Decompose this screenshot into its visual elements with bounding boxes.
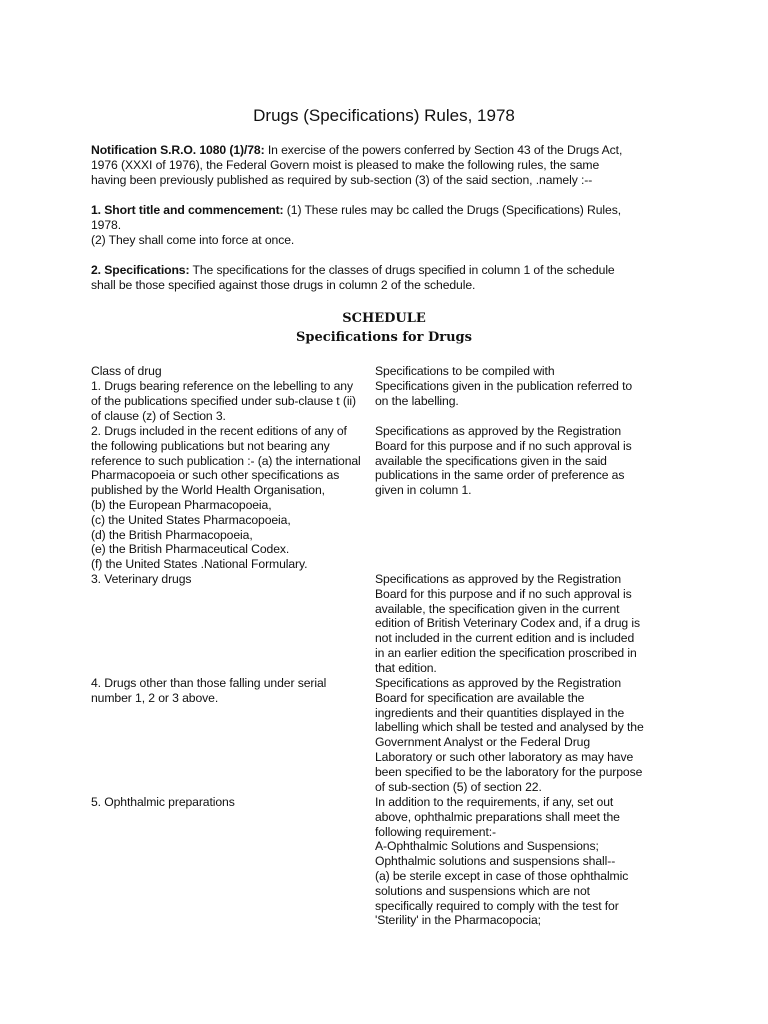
row-spec-line: Board for this purpose and if no such approval is [375, 586, 632, 601]
section1-label: 1. Short title and commencement: [91, 203, 284, 217]
row-spec-line: Specifications as approved by the Registration [375, 572, 622, 586]
row-spec-line: on the labelling. [375, 393, 459, 408]
row-spec-line: Government Analyst or the Federal Drug [375, 735, 591, 750]
row-spec-line: publications in the same order of preference as [375, 468, 625, 483]
row-class-line: (e) the British Pharmaceutical Codex. [91, 542, 290, 557]
row-class-line: (d) the British Pharmacopoeia, [91, 527, 253, 542]
row-class-line: Pharmacopoeia or such other specifications as [91, 468, 340, 483]
row-class-line: 4. Drugs other than those falling under serial [91, 676, 327, 690]
row-spec-line: Specifications given in the publication referred to [375, 379, 633, 393]
row-spec-line: Board for this purpose and if no such approval is [375, 438, 632, 453]
row-spec-line: edition of British Veterinary Codex and, if a drug is [375, 616, 641, 631]
row-spec-line: Ophthalmic solutions and suspensions shall-- [375, 854, 616, 869]
row-class-line: of clause (z) of Section 3. [91, 408, 226, 423]
notification-line: In exercise of the powers conferred by Section 43 of the Drugs Act, [264, 143, 623, 157]
row-spec-line: that edition. [375, 660, 437, 675]
section2-line: shall be those specified against those drugs in column 2 of the schedule. [91, 278, 476, 292]
row-spec-line: Specifications as approved by the Registration [375, 676, 622, 690]
row-class-line: published by the World Health Organisation, [91, 483, 325, 498]
row-spec-line: In addition to the requirements, if any, set out [375, 795, 614, 809]
section-short-title [91, 203, 671, 248]
row-spec-line: not included in the current edition and is included [375, 631, 635, 646]
row-class-line: (c) the United States Pharmacopoeia, [91, 512, 291, 527]
notification-line: 1976 (XXXI of 1976), the Federal Govern moist is pleased to make the following rules, the same [91, 158, 600, 172]
row-class-line: number 1, 2 or 3 above. [91, 690, 219, 705]
notification-line: having been previously published as required by sub-section (3) of the said section, .namely :-- [91, 173, 593, 187]
row-spec-line: above, ophthalmic preparations shall meet the [375, 809, 620, 824]
row-spec-line: solutions and suspensions which are not [375, 883, 590, 898]
section1-line: 1978. [91, 218, 121, 232]
row-spec-line: (a) be sterile except in case of those ophthalmic [375, 868, 629, 883]
row-class-line: the following publications but not bearing any [91, 438, 330, 453]
row-spec-line: ingredients and their quantities displayed in the [375, 705, 625, 720]
row-class-line: reference to such publication :- (a) the international [91, 453, 361, 468]
row-spec-line: Specifications as approved by the Registration [375, 424, 622, 438]
row-spec-line: 'Sterility' in the Pharmacopocia; [375, 913, 541, 928]
section1-line: (1) These rules may bc called the Drugs (Specifications) Rules, [283, 203, 621, 217]
row-spec-line: labelling which shall be tested and analysed by the [375, 720, 644, 735]
schedule-heading: SCHEDULE [342, 311, 426, 326]
column-header-class: Class of drug [91, 364, 162, 378]
section2-line: The specifications for the classes of drugs specified in column 1 of the schedule [189, 263, 615, 277]
document-title: Drugs (Specifications) Rules, 1978 [253, 106, 515, 125]
row-spec-line: been specified to be the laboratory for the purpose [375, 764, 643, 779]
row-spec-line: following requirement:- [375, 824, 496, 839]
row-spec-line: in an earlier edition the specification proscribed in [375, 645, 637, 660]
row-class-line: (f) the United States .National Formulary. [91, 557, 308, 572]
section2-label: 2. Specifications: [91, 263, 190, 277]
row-spec-line: given in column 1. [375, 483, 472, 498]
row-spec-line: Laboratory or such other laboratory as may have [375, 749, 634, 764]
section1-line: (2) They shall come into force at once. [91, 233, 295, 247]
row-spec-line: of sub-section (5) of section 22. [375, 779, 542, 794]
section-specifications [91, 263, 671, 293]
row-class-line: of the publications specified under sub-clause t (ii) [91, 393, 357, 408]
row-spec-line: available the specifications given in the said [375, 453, 607, 468]
row-class-line: 3. Veterinary drugs [91, 572, 192, 586]
notification-paragraph [91, 143, 671, 188]
row-spec-line: Board for specification are available the [375, 690, 585, 705]
column-header-spec: Specifications to be compiled with [375, 364, 555, 378]
row-class-line: (b) the European Pharmacopoeia, [91, 497, 272, 512]
row-spec-line: available, the specification given in the current [375, 601, 620, 616]
schedule-subheading: Specifications for Drugs [296, 330, 472, 345]
notification-label: Notification S.R.O. 1080 (1)/78: [91, 143, 265, 157]
row-spec-line: A-Ophthalmic Solutions and Suspensions; [375, 839, 599, 854]
row-class-line: 5. Ophthalmic preparations [91, 795, 235, 809]
row-class-line: 2. Drugs included in the recent editions of any of [91, 424, 347, 438]
row-class-line: 1. Drugs bearing reference on the lebelling to any [91, 379, 353, 393]
row-spec-line: specifically required to comply with the test for [375, 898, 619, 913]
